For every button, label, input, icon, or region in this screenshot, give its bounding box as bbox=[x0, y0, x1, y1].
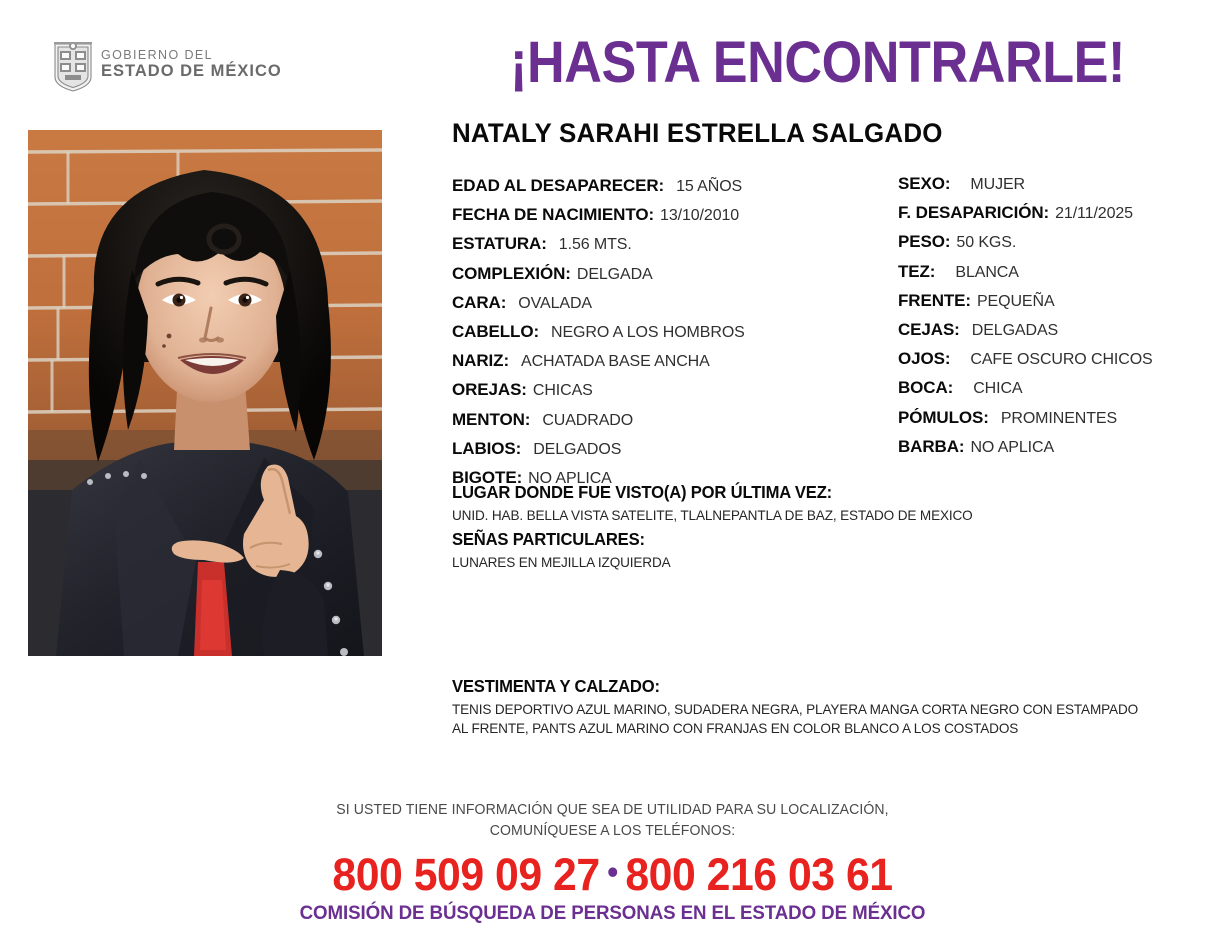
detail-row bbox=[898, 349, 1218, 378]
hotline-numbers bbox=[31, 849, 1195, 901]
detail-value: 50 KGS. bbox=[956, 234, 1017, 252]
detail-value: PEQUEÑA bbox=[976, 292, 1055, 310]
detail-row bbox=[452, 234, 882, 263]
detail-row bbox=[898, 291, 1218, 320]
detail-row bbox=[452, 264, 882, 293]
detail-value: PROMINENTES bbox=[1000, 409, 1118, 427]
clothing-text: TENIS DEPORTIVO AZUL MARINO, SUDADERA NEGRA, PLAYERA MANGA CORTA NEGRO CON ESTAMPADO AL FRENTE, PANTS AZUL MARINO CON FRANJAS EN COLOR BLANCO A LOS COSTADOS bbox=[452, 701, 1139, 736]
detail-value: MUJER bbox=[970, 176, 1026, 193]
detail-row bbox=[452, 205, 882, 234]
detail-row bbox=[898, 262, 1218, 291]
detail-value: NO APLICA bbox=[970, 438, 1055, 456]
poster-headline: ¡HASTA ENCONTRARLE! bbox=[510, 30, 1125, 95]
detail-value: 15 AÑOS bbox=[676, 178, 743, 195]
missing-person-photo bbox=[28, 130, 382, 656]
detail-label: TEZ: bbox=[898, 261, 936, 281]
detail-value: ACHATADA BASE ANCHA bbox=[521, 353, 710, 371]
detail-row bbox=[898, 378, 1218, 407]
detail-row bbox=[898, 408, 1218, 437]
footer-instructions-line-1: SI USTED TIENE INFORMACIÓN QUE SEA DE UTILIDAD PARA SU LOCALIZACIÓN, bbox=[336, 802, 889, 818]
detail-value: OVALADA bbox=[518, 294, 592, 312]
detail-label: SEXO: bbox=[898, 174, 951, 193]
detail-row bbox=[452, 410, 882, 439]
detail-row bbox=[452, 439, 882, 468]
detail-label: EDAD AL DESAPARECER: bbox=[452, 176, 665, 195]
clothing-section bbox=[452, 676, 1172, 738]
particular-marks-heading: SEÑAS PARTICULARES: bbox=[452, 529, 645, 549]
detail-label: PÓMULOS: bbox=[898, 407, 989, 427]
detail-row bbox=[452, 380, 882, 409]
hotline-number-1[interactable]: 800 509 09 27 bbox=[332, 849, 600, 901]
detail-value: CUADRADO bbox=[542, 411, 634, 429]
details-column-left bbox=[452, 176, 882, 497]
logo-line-estado: ESTADO DE MÉXICO bbox=[101, 62, 282, 81]
detail-label: F. DESAPARICIÓN: bbox=[898, 203, 1050, 223]
detail-value: CAFE OSCURO CHICOS bbox=[970, 351, 1153, 369]
detail-row bbox=[898, 232, 1218, 261]
detail-label: PESO: bbox=[898, 232, 951, 252]
government-logo bbox=[52, 38, 282, 92]
detail-row bbox=[452, 322, 882, 351]
detail-row bbox=[898, 174, 1218, 203]
detail-row bbox=[898, 320, 1218, 349]
detail-value: CHICAS bbox=[532, 382, 593, 400]
detail-label: LABIOS: bbox=[452, 438, 522, 458]
contact-footer bbox=[0, 800, 1225, 925]
detail-label: FRENTE: bbox=[898, 290, 971, 310]
government-logo-text bbox=[101, 49, 282, 80]
footer-instructions-line-2: COMUNÍQUESE A LOS TELÉFONOS: bbox=[489, 823, 736, 840]
mexico-state-coat-of-arms-icon bbox=[52, 38, 94, 92]
last-seen-section bbox=[452, 482, 989, 525]
detail-label: BARBA: bbox=[898, 436, 965, 456]
detail-label: BOCA: bbox=[898, 378, 954, 398]
agency-name: COMISIÓN DE BÚSQUEDA DE PERSONAS EN EL ESTADO DE MÉXICO bbox=[299, 902, 926, 925]
subject-full-name: NATALY SARAHI ESTRELLA SALGADO bbox=[452, 118, 943, 148]
detail-value: 21/11/2025 bbox=[1055, 205, 1133, 223]
detail-label: NARIZ: bbox=[452, 351, 509, 371]
detail-row bbox=[898, 437, 1218, 466]
details-column-right bbox=[898, 174, 1218, 466]
detail-value: CHICA bbox=[973, 380, 1023, 398]
detail-label: COMPLEXIÓN: bbox=[452, 263, 571, 283]
detail-label: FECHA DE NACIMIENTO: bbox=[452, 205, 655, 225]
logo-line-gobierno: GOBIERNO DEL bbox=[101, 48, 213, 63]
last-seen-heading: LUGAR DONDE FUE VISTO(A) POR ÚLTIMA VEZ: bbox=[452, 482, 833, 502]
detail-value: DELGADOS bbox=[533, 440, 622, 458]
photo-illustration bbox=[28, 130, 382, 656]
detail-label: CARA: bbox=[452, 292, 507, 312]
detail-value: NEGRO A LOS HOMBROS bbox=[551, 323, 745, 341]
detail-label: OJOS: bbox=[898, 349, 951, 369]
detail-label: MENTON: bbox=[452, 409, 531, 429]
detail-label: CEJAS: bbox=[898, 319, 960, 339]
detail-value: 1.56 MTS. bbox=[558, 236, 632, 254]
detail-label: ESTATURA: bbox=[452, 234, 547, 254]
detail-label: OREJAS: bbox=[452, 380, 527, 400]
detail-value: DELGADAS bbox=[971, 321, 1059, 339]
particular-marks-text: LUNARES EN MEJILLA IZQUIERDA bbox=[452, 554, 671, 570]
detail-row bbox=[452, 176, 882, 205]
detail-row bbox=[452, 351, 882, 380]
detail-value: NO APLICA bbox=[528, 469, 612, 487]
clothing-heading: VESTIMENTA Y CALZADO: bbox=[452, 676, 660, 696]
particular-marks-section bbox=[452, 529, 677, 572]
detail-value: BLANCA bbox=[955, 263, 1019, 281]
detail-label: BIGOTE: bbox=[452, 467, 523, 487]
hotline-separator-dot-icon: • bbox=[607, 853, 618, 891]
detail-value: 13/10/2010 bbox=[660, 207, 740, 225]
detail-row bbox=[452, 293, 882, 322]
last-seen-text: UNID. HAB. BELLA VISTA SATELITE, TLALNEPANTLA DE BAZ, ESTADO DE MEXICO bbox=[452, 507, 973, 523]
detail-row bbox=[898, 203, 1218, 232]
footer-instructions bbox=[18, 800, 1206, 842]
detail-label: CABELLO: bbox=[452, 321, 540, 341]
hotline-number-2[interactable]: 800 216 03 61 bbox=[625, 849, 893, 901]
detail-value: DELGADA bbox=[576, 265, 653, 283]
